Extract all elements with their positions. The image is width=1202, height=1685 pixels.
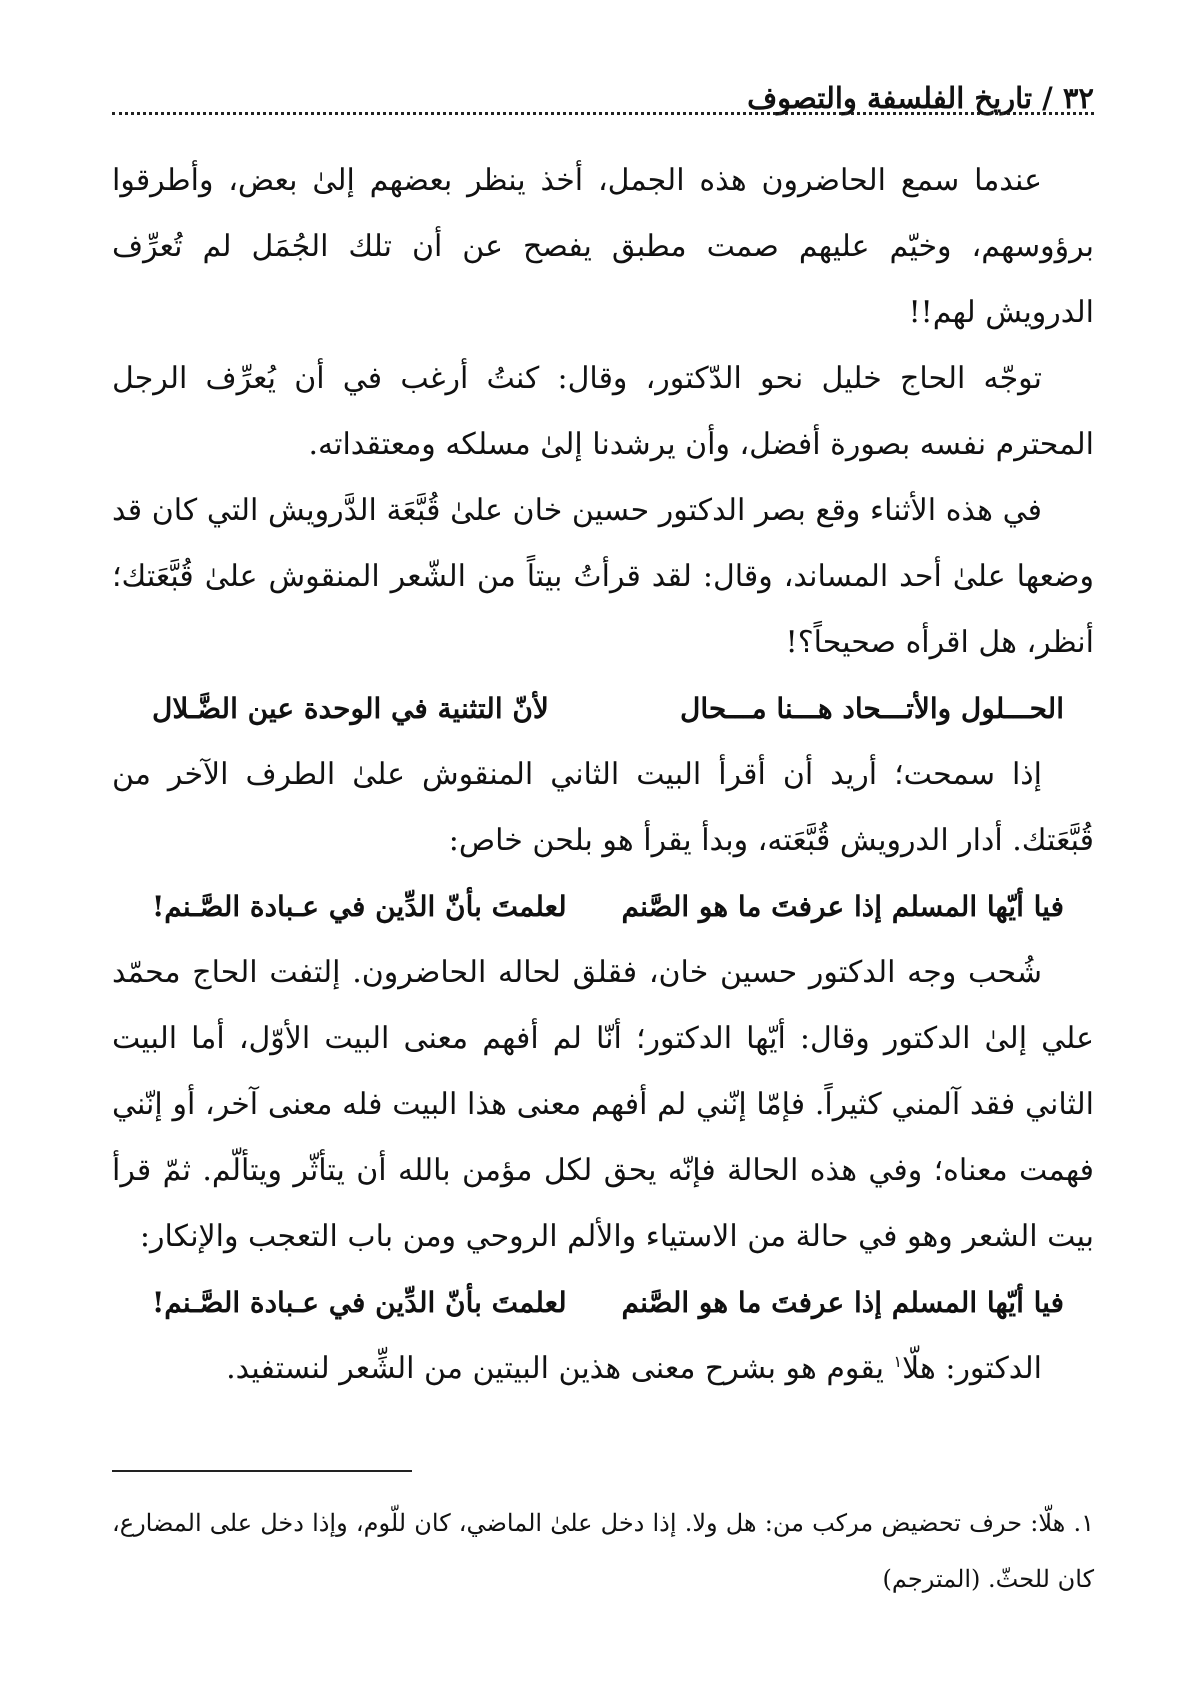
verse-3: [112, 1270, 1094, 1336]
verse-2: [112, 874, 1094, 940]
paragraph-2: توجّه الحاج خليل نحو الدّكتور، وقال: كنتُ أرغب في أن يُعرِّف الرجل المحترم نفسه بصورة أفضل، وأن يرشدنا إلىٰ مسلكه ومعتقداته.: [112, 361, 1094, 462]
verse-1: [112, 676, 1094, 742]
footnote-rule: [112, 1470, 412, 1472]
main-text: [112, 148, 1094, 1402]
paragraph-6: [112, 1336, 1094, 1402]
footnote-ref-1[interactable]: ١: [893, 1352, 903, 1371]
paragraph-6-start: الدكتور: هلّا: [902, 1351, 1042, 1386]
paragraph-1: عندما سمع الحاضرون هذه الجمل، أخذ ينظر بعضهم إلىٰ بعض، وأطرقوا برؤوسهم، وخيّم عليهم صمت مطبق يفصح عن أن تلك الجُمَل لم تُعرِّف الدرويش لهم!!: [112, 163, 1094, 330]
footnotes: [112, 1495, 1094, 1607]
running-head: ٣٢ / تاريخ الفلسفة والتصوف: [747, 81, 1094, 115]
paragraph-3: في هذه الأثناء وقع بصر الدكتور حسين خان علىٰ قُبَّعَة الدَّرويش التي كان قد وضعها علىٰ أحد المساند، وقال: لقد قرأتُ بيتاً من الشّعر المنقوش علىٰ قُبَّعَتك؛ أنظر، هل اقرأه صحيحاً؟!: [112, 493, 1094, 660]
verse-2-first-hemistich: فيا أيّها المسلم إذا عرفتَ ما هو الصَّنم: [621, 890, 1064, 923]
verse-2-second-hemistich: لعلمتَ بأنّ الدِّين في عـبادة الصَّـنم!: [152, 890, 567, 923]
verse-1-second-hemistich: لأنّ التثنية في الوحدة عين الضَّـلال: [152, 692, 549, 725]
paragraph-5: شُحب وجه الدكتور حسين خان، فقلق لحاله الحاضرون. إلتفت الحاج محمّد علي إلىٰ الدكتور وقال: أيّها الدكتور؛ أنّا لم أفهم معنى البيت الأوّل، أما البيت الثاني فقد آلمني كثيراً. فإمّا إنّني لم أفهم معنى هذا البيت فله معنى آخر، أو إنّني فهمت معناه؛ وفي هذه الحالة فإنّه يحق لكل مؤمن بالله أن يتأثّر ويتألّم. ثمّ قرأ بيت الشعر وهو في حالة من الاستياء والألم الروحي ومن باب التعجب والإنكار:: [112, 955, 1094, 1254]
paragraph-6-end: يقوم هو بشرح معنى هذين البيتين من الشِّعر لنستفيد.: [226, 1351, 894, 1386]
paragraph-4: إذا سمحت؛ أريد أن أقرأ البيت الثاني المنقوش علىٰ الطرف الآخر من قُبَّعَتك. أدار الدرويش قُبَّعَته، وبدأ يقرأ هو بلحن خاص:: [112, 757, 1094, 858]
verse-3-second-hemistich: لعلمتَ بأنّ الدِّين في عـبادة الصَّـنم!: [152, 1286, 567, 1319]
book-page: [112, 60, 1094, 1640]
verse-3-first-hemistich: فيا أيّها المسلم إذا عرفتَ ما هو الصَّنم: [621, 1286, 1064, 1319]
verse-1-first-hemistich: الحـــلول والأتـــحاد هـــنا مـــحال: [680, 692, 1064, 725]
footnote-1: ١. هلّا: حرف تحضيض مركب من: هل ولا. إذا دخل علىٰ الماضي، كان للّوم، وإذا دخل على المضارع، كان للحثّ. (المترجم): [112, 1509, 1095, 1593]
header-dotted-rule: [112, 112, 1094, 115]
